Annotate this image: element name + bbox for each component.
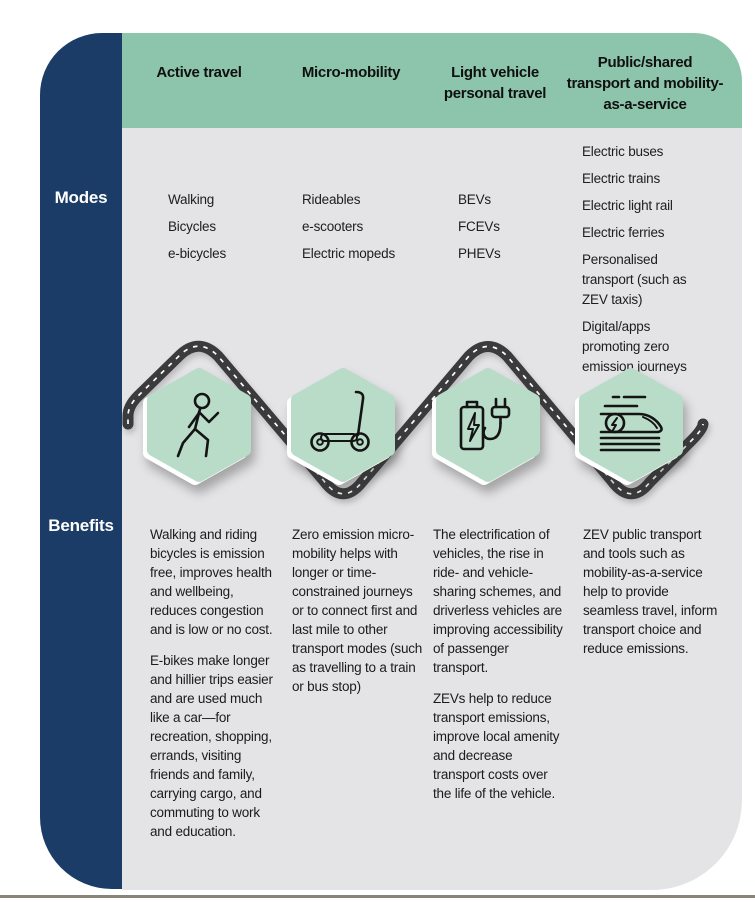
column-header-active-travel: Active travel [156,64,242,81]
mode-item: e-scooters [302,219,364,234]
mode-item: e-bicycles [168,246,227,261]
mode-item: Electric ferries [582,225,665,240]
modes-list-active-travel [168,190,288,271]
benefits-text-light-vehicle [433,525,567,815]
mode-item: Bicycles [168,219,216,234]
hexagon-tile-light-vehicle [423,355,553,495]
row-label-sidebar [40,33,122,889]
column-header-micro-mobility: Micro-mobility [301,64,401,81]
mode-item: Electric mopeds [302,246,396,261]
hexagon-tile-micro-mobility [278,355,408,495]
mode-item: Electric light rail [582,198,673,213]
mode-item: FCEVs [458,219,500,234]
benefit-paragraph: The electrification of vehicles, the rise in ride- and vehicle-sharing schemes, and driverless vehicles are improving accessibility of passenger transport. [433,527,563,675]
hexagon-tile-public-shared [566,355,696,495]
benefit-paragraph: ZEVs help to reduce transport emissions, improve local amenity and decrease transport costs over the life of the vehicle. [433,691,560,801]
benefits-text-public-shared [583,525,725,670]
modes-row-label: Modes [54,188,108,207]
page-bottom-rule [0,895,755,898]
mode-item: Rideables [302,192,361,207]
mode-item: Electric buses [582,144,664,159]
modes-list-public-shared [582,142,704,384]
mode-item: Walking [168,192,215,207]
benefit-paragraph: E-bikes make longer and hillier trips easier and are used much like a car—for recreation, shopping, errands, visiting friends and family, carrying cargo, and commuting to work and education. [150,653,273,839]
benefit-paragraph: Walking and riding bicycles is emission free, improves health and wellbeing, reduces congestion and is low or no cost. [150,527,273,637]
mode-item: Digital/apps promoting zero emission journeys [582,319,687,374]
benefits-text-micro-mobility [292,525,426,708]
benefit-paragraph: ZEV public transport and tools such as mobility-as-a-service help to provide seamless travel, inform transport choice and reduce emissions. [583,527,718,656]
mode-item: PHEVs [458,246,501,261]
benefits-row-label: Benefits [48,516,114,535]
mode-item: BEVs [458,192,491,207]
modes-list-micro-mobility [302,190,432,271]
mode-item: Electric trains [582,171,661,186]
column-header-light-vehicle: Light vehicle personal travel [443,64,547,102]
benefits-text-active-travel [150,525,278,853]
column-header-public-shared: Public/shared transport and mobility-as-a-service [566,54,724,113]
modes-list-light-vehicle [458,190,568,271]
mode-item: Personalised transport (such as ZEV taxis) [582,252,687,307]
benefit-paragraph: Zero emission micro-mobility helps with longer or time-constrained journeys or to connect first and last mile to other transport modes (such as travelling to a train or bus stop) [292,527,423,694]
hexagon-tile-active-travel [134,355,264,495]
